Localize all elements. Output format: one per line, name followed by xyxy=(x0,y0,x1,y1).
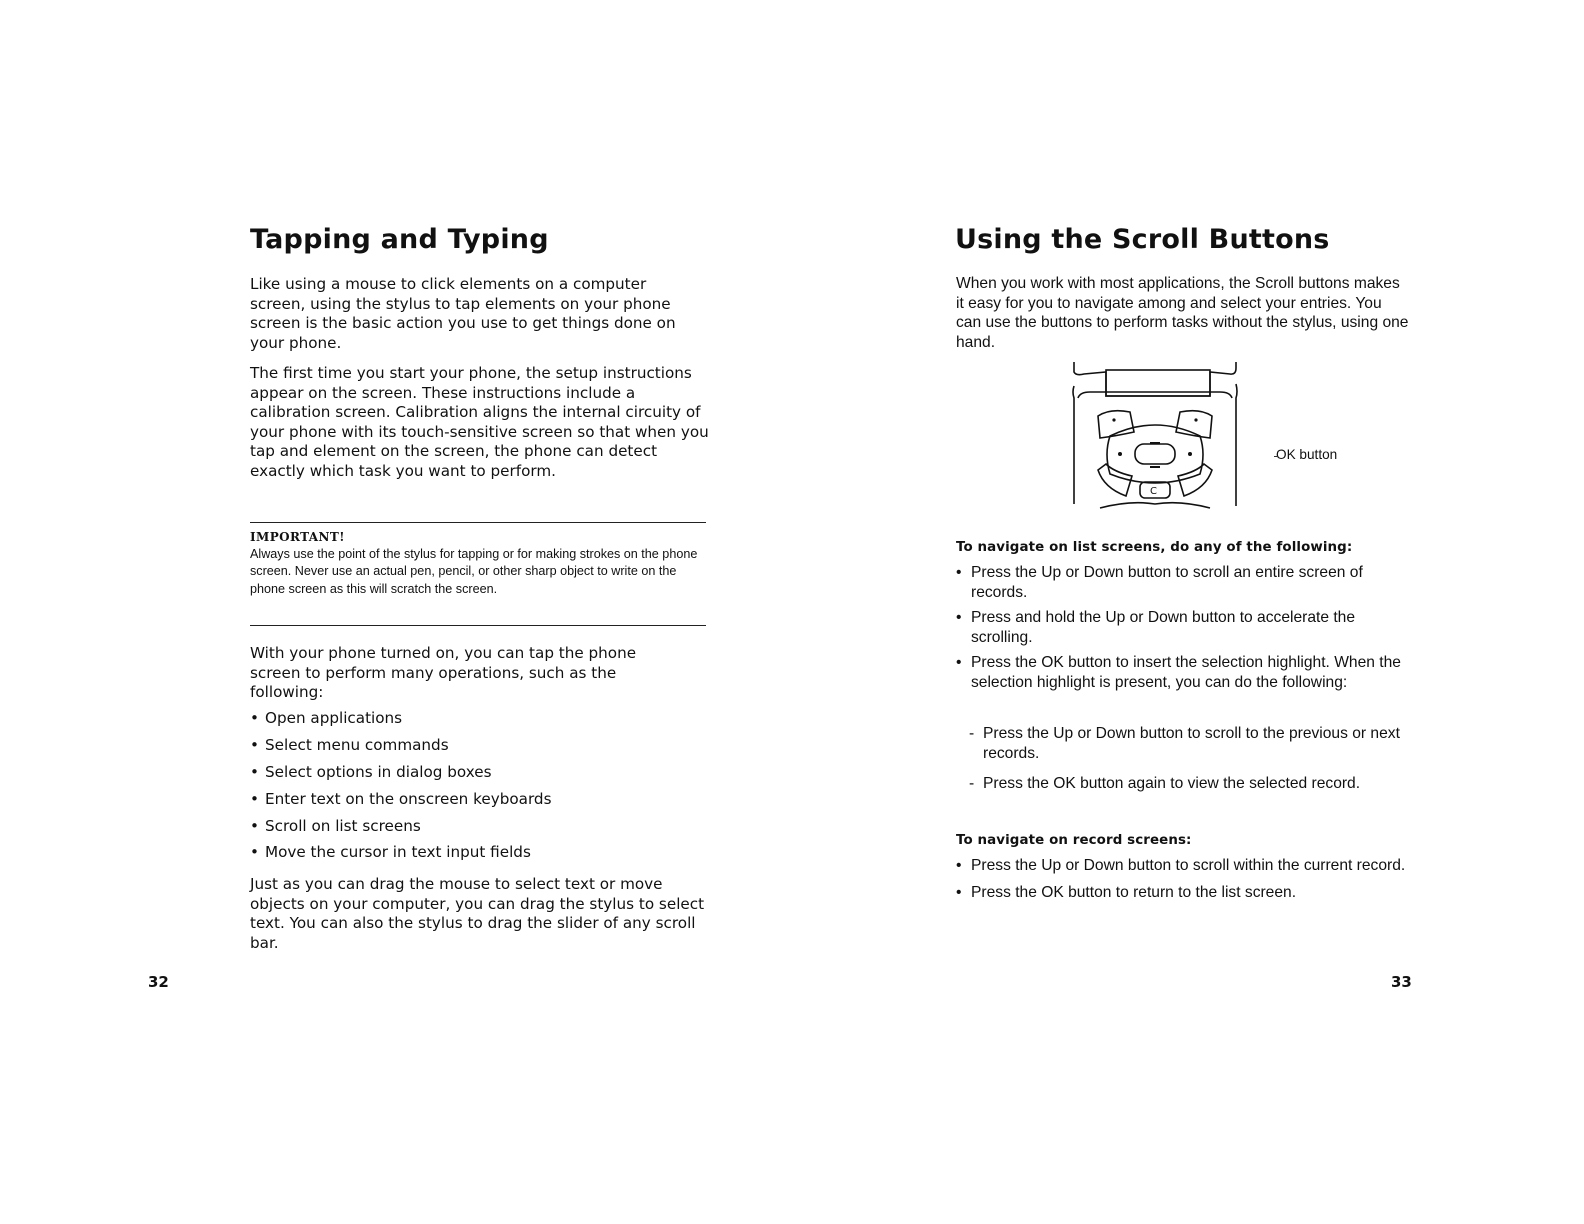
phone-scroll-buttons-figure xyxy=(1070,358,1240,512)
list-item: • Press the OK button to return to the list screen. xyxy=(955,883,1413,903)
list-item: • Select options in dialog boxes xyxy=(249,763,689,783)
list-screens-heading: To navigate on list screens, do any of the following: xyxy=(956,540,1353,555)
list-item: • Press the Up or Down button to scroll within the current record. xyxy=(955,856,1413,876)
selection-sub-list xyxy=(955,724,1413,794)
right-intro: When you work with most applications, the Scroll buttons makes it easy for you to navigate among and select your entries. You can use the buttons to perform tasks without the stylus, using one hand. xyxy=(956,275,1409,351)
important-heading: IMPORTANT! xyxy=(250,530,345,544)
record-screens-bullets xyxy=(955,856,1413,902)
list-item: • Move the cursor in text input fields xyxy=(249,843,689,863)
page-number-left: 32 xyxy=(148,973,169,991)
list-item: • Press and hold the Up or Down button to accelerate the scrolling. xyxy=(955,608,1413,647)
list-item: • Enter text on the onscreen keyboards xyxy=(249,790,689,810)
left-paragraph-1: Like using a mouse to click elements on a computer screen, using the stylus to tap elements on your phone screen is the basic action you use to get things done on your phone. xyxy=(250,275,676,352)
tap-operations-list xyxy=(249,709,689,863)
list-item: • Select menu commands xyxy=(249,736,689,756)
left-paragraph-3: With your phone turned on, you can tap the phone screen to perform many operations, such as the following: xyxy=(250,644,637,702)
important-text: Always use the point of the stylus for tapping or for making strokes on the phone screen. Never use an actual pen, pencil, or other sharp object to write on the phone screen as this will scratch the screen. xyxy=(250,547,698,596)
list-item: • Open applications xyxy=(249,709,689,729)
record-screens-heading: To navigate on record screens: xyxy=(956,833,1192,848)
left-paragraph-4: Just as you can drag the mouse to select text or move objects on your computer, you can drag the stylus to select text. You can also the stylus to drag the slider of any scroll bar. xyxy=(250,875,705,952)
list-item: - Press the OK button again to view the selected record. xyxy=(955,774,1413,794)
svg-text:C: C xyxy=(1150,486,1157,497)
list-item: • Press the OK button to insert the selection highlight. When the selection highlight is present, you can do the following: xyxy=(955,653,1413,692)
page-number-right: 33 xyxy=(1391,973,1412,991)
list-screens-bullets xyxy=(955,563,1413,693)
left-page-title: Tapping and Typing xyxy=(250,224,549,255)
list-item: • Press the Up or Down button to scroll an entire screen of records. xyxy=(955,563,1413,602)
important-bottom-rule xyxy=(250,625,706,626)
right-page-title: Using the Scroll Buttons xyxy=(955,224,1330,255)
list-item: • Scroll on list screens xyxy=(249,817,689,837)
left-paragraph-2: The first time you start your phone, the setup instructions appear on the screen. These instructions include a calibration screen. Calibration aligns the internal circuity of your phone with its touch-sensitive screen so that when you tap and element on the screen, the phone can detect exactly which task you want to perform. xyxy=(250,364,709,480)
ok-button-callout: OK button xyxy=(1276,447,1338,462)
important-top-rule xyxy=(250,522,706,523)
list-item: - Press the Up or Down button to scroll to the previous or next records. xyxy=(955,724,1413,763)
